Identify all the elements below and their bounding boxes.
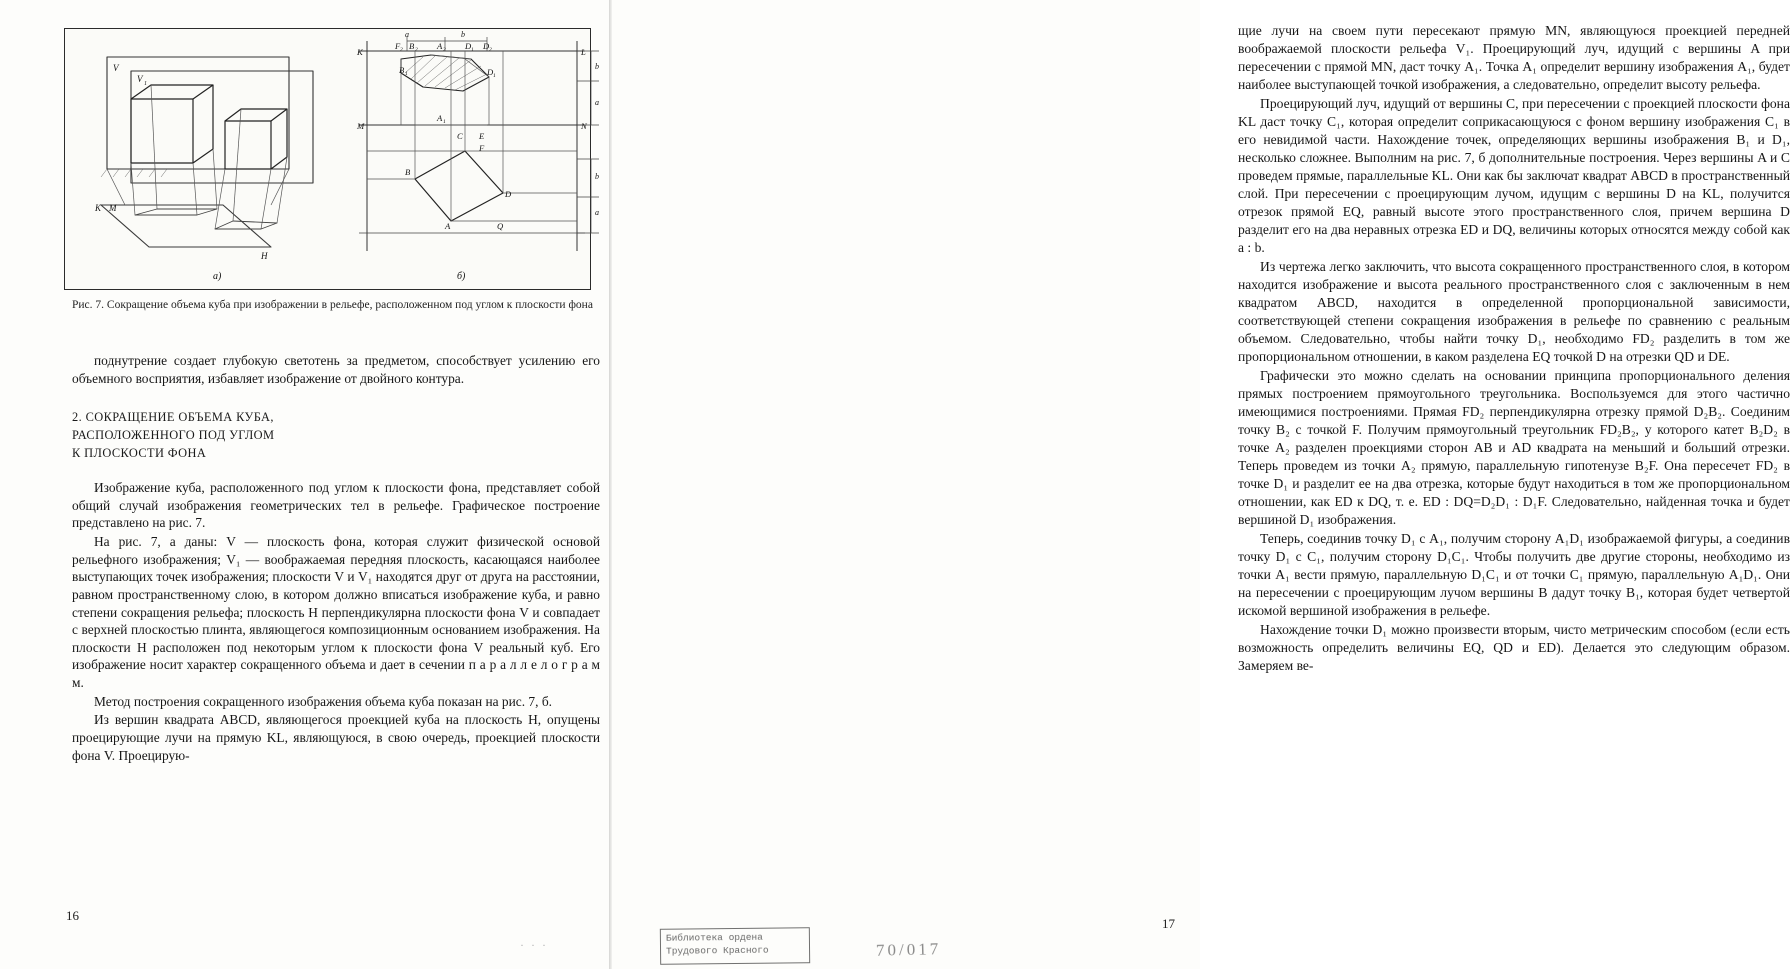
svg-text:b: b xyxy=(461,30,465,39)
svg-text:F: F xyxy=(479,143,485,153)
section-heading-line-3: К ПЛОСКОСТИ ФОНА xyxy=(72,446,207,461)
svg-text:a: a xyxy=(595,208,599,217)
section-heading-line-1: 2. СОКРАЩЕНИЕ ОБЪЕМА КУБА, xyxy=(72,410,274,425)
scan-artifact-dots: · · · xyxy=(520,938,548,952)
library-stamp xyxy=(660,927,810,965)
paragraph: Графически это можно сделать на основании принципа пропорционального деления прямых построением прямоугольного треугольника. Воспользуемся для этого частично имеющимися построениями. Прямая FD₂ перпендикулярна отрезку прямой D₂B₂. Соединим точку B₂ с точкой F. Получим прямоугольный треугольник FD₂B₂, у которого катет B₂D₂ в точке A₂ разделен проекциями сторон AB и AD квадрата на меньший и больший отрезки. Теперь проведем из точки A₂ прямую, параллельную гипотенузе B₂F. Она пересечет FD₂ в точке D₁ и разделит ее на два отрезка, которые будут находиться в том же пропорциональном отношении, как ED к DQ, т. е. ED : DQ=D₂D₁ : D₁F. Следовательно, найденная точка и будет вершиной D₁ изображения. xyxy=(1238,368,1790,527)
svg-text:A: A xyxy=(437,113,443,123)
svg-text:V: V xyxy=(113,63,119,73)
svg-text:1: 1 xyxy=(443,119,446,125)
figure-caption: Рис. 7. Сокращение объема куба при изображении в рельефе, расположенном под углом к плоскости фона xyxy=(72,299,593,311)
library-stamp-line-1: Библиотека ордена xyxy=(665,931,763,944)
svg-text:2: 2 xyxy=(443,47,446,53)
svg-text:1: 1 xyxy=(493,73,496,79)
svg-text:1: 1 xyxy=(144,81,147,87)
svg-text:D: D xyxy=(483,41,490,51)
svg-text:E: E xyxy=(479,131,485,141)
paragraph: Метод построения сокращенного изображения объема куба показан на рис. 7, б. xyxy=(94,693,552,709)
svg-text:б): б) xyxy=(457,271,466,282)
section-heading xyxy=(72,409,600,463)
right-column xyxy=(1238,22,1790,676)
svg-text:Q: Q xyxy=(497,221,504,231)
paragraph: поднутрение создает глубокую светотень за предметом, способствует усилению его объемного восприятия, избавляет изображение от двойного контура. xyxy=(72,353,600,386)
svg-text:a: a xyxy=(405,30,409,39)
svg-text:D: D xyxy=(487,67,494,77)
svg-text:A: A xyxy=(445,221,451,231)
paragraph: щие лучи на своем пути пересекают прямую MN, являющуюся проекцией передней воображаемой плоскости рельефа V₁. Проецирующий луч, идущий с вершины A при пересечении с прямой MN, даст точку A₁. Точка A₁ определит вершину изображения A₁, будет наиболее выступающей точкой изображения, а следовательно, определит высоту рельефа. xyxy=(1238,23,1790,92)
svg-text:D: D xyxy=(505,189,512,199)
page-number-left: 16 xyxy=(66,908,79,923)
svg-text:b: b xyxy=(595,172,599,181)
svg-text:b: b xyxy=(595,62,599,71)
svg-text:К: К xyxy=(357,47,363,57)
page-number-right: 17 xyxy=(1162,916,1175,931)
handwritten-number: 70/017 xyxy=(875,939,942,960)
paragraph: Изображение куба, расположенного под углом к плоскости фона, представляет собой общий случай изображения геометрических тел в рельефе. Графическое построение представлено на рис. 7. xyxy=(72,480,600,531)
left-page xyxy=(0,0,608,969)
svg-text:L: L xyxy=(581,47,586,57)
svg-text:B: B xyxy=(409,41,415,51)
svg-text:V: V xyxy=(137,74,143,84)
svg-text:2: 2 xyxy=(400,47,403,53)
svg-text:B: B xyxy=(405,167,411,177)
svg-text:К: К xyxy=(95,203,101,213)
svg-text:2: 2 xyxy=(489,47,492,53)
paragraph: На рис. 7, а даны: V — плоскость фона, которая служит физической основой рельефного изображения; V₁ — воображаемая передняя плоскость, касающаяся наиболее выступающих точек изображения; плоскости V и V₁ находятся друг от друга на расстоянии, равном пространственному слою, в котором должно вписаться изображение куба, и равно степени сокращения рельефа; плоскость H перпендикулярна плоскости фона V и совпадает с верхней плоскостью плинта, являющегося композиционным основанием изображения. На плоскости H расположен под некоторым углом к плоскости фона V реальный куб. Его изображение носит характер сокращенного объема и дает в сечении п а р а л л е л о г р а м м. xyxy=(72,534,600,691)
svg-text:М: М xyxy=(109,203,117,213)
svg-text:а): а) xyxy=(213,271,222,282)
svg-text:1: 1 xyxy=(471,47,474,53)
section-heading-line-2: РАСПОЛОЖЕННОГО ПОД УГЛОМ xyxy=(72,428,275,443)
paragraph: Нахождение точки D₁ можно произвести вторым, чисто метрическим способом (если есть возможность определить величины EQ, QD и ED). Делается это следующим образом. Замеряем ве- xyxy=(1238,622,1790,673)
svg-text:1: 1 xyxy=(405,71,408,77)
left-column xyxy=(72,352,600,765)
svg-text:2: 2 xyxy=(415,47,418,53)
paragraph: Из вершин квадрата ABCD, являющегося проекцией куба на плоскость H, опущены проецирующие лучи на прямую KL, являющуюся, в свою очередь, проекцией плоскости фона V. Проецирую- xyxy=(72,712,600,763)
svg-text:A: A xyxy=(437,41,443,51)
paragraph: Теперь, соединив точку D₁ с A₁, получим сторону A₁D₁ изображаемой фигуры, а соединив точку D₁ с C₁, получим сторону D₁C₁. Чтобы получить две другие стороны, необходимо из точки A₁ вести прямую, параллельную D₁C₁ и от точки C₁ прямую, параллельную A₁D₁. Они на пересечении с проецирующим лучом вершины B дадут точку B₁, которая будет четвертой искомой вершиной изображения в рельефе. xyxy=(1238,531,1790,618)
svg-text:D: D xyxy=(465,41,472,51)
svg-text:B: B xyxy=(399,65,405,75)
svg-text:N: N xyxy=(581,121,587,131)
svg-text:C: C xyxy=(457,131,463,141)
figure-7 xyxy=(64,28,599,290)
right-page xyxy=(612,0,1790,969)
library-stamp-line-2: Трудового Красного xyxy=(665,944,769,957)
paragraph: Из чертежа легко заключить, что высота сокращенного пространственного слоя, в котором находится изображение и высота реального пространственного слоя с заключенным в нем квадратом ABCD, находится в определенной пропорциональной зависимости, соответствующей степени сокращения изображения в рельефе по сравнению с реальным объемом. Следовательно, чтобы найти точку D₁, необходимо FD₂ разделить в том же пропорциональном отношении, в каком разделена EQ точкой D на отрезки QD и DE. xyxy=(1238,259,1790,364)
svg-text:F: F xyxy=(395,41,401,51)
paragraph: Проецирующий луч, идущий от вершины C, при пересечении с проекцией плоскости фона KL даст точку C₁, которая определит соприкасающуюся с фоном вершину изображения C₁ в его невидимой части. Нахождение точек, определяющих вершины изображения B₁ и D₁, несколько сложнее. Выполним на рис. 7, б дополнительные построения. Через вершины A и C проведем прямые, параллельные KL. Они как бы заключат квадрат ABCD в пространственный слой. При пересечении с проецирующим лучом, идущим с вершины D на KL, получится отрезок прямой EQ, равный высоте этого пространственного слоя, причем вершина D разделит его на два неравных отрезка ED и DQ, величины которых относятся между собой как a : b. xyxy=(1238,96,1790,255)
svg-text:М: М xyxy=(357,121,365,131)
svg-text:Н: Н xyxy=(261,251,268,261)
svg-text:a: a xyxy=(595,98,599,107)
figure-7-drawing xyxy=(65,29,599,288)
